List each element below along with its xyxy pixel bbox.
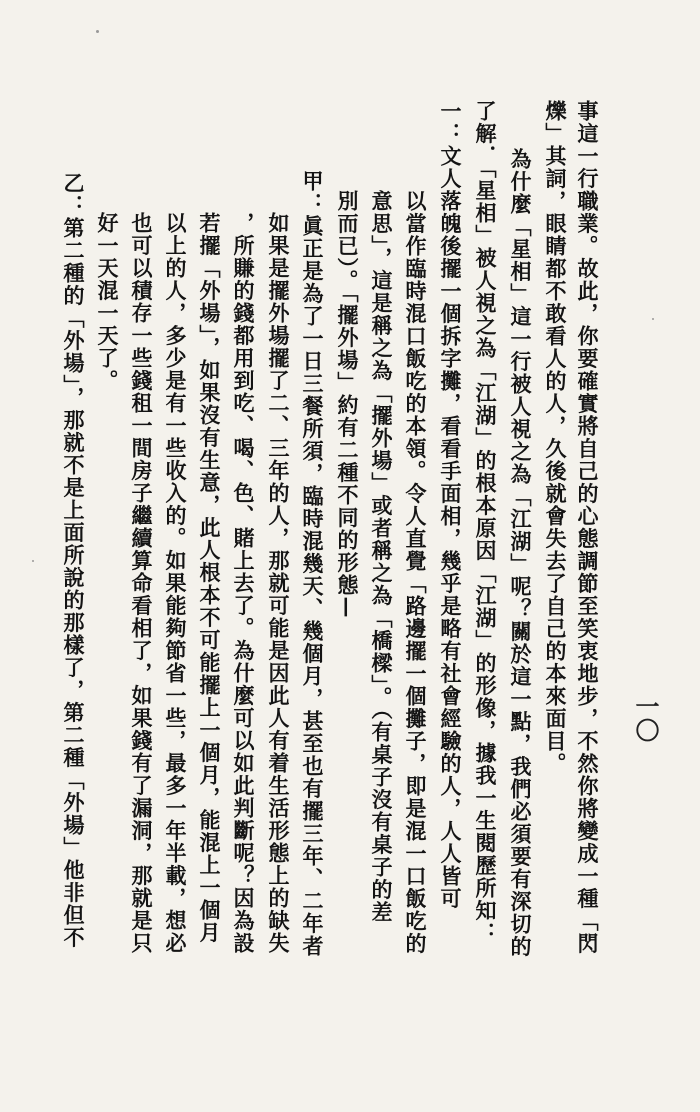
text-column: 別而已）。「擺外場」約有二種不同的形態—: [335, 190, 360, 619]
text-column: 也可以積存一些錢租一間房子繼續算命看相了，如果錢有了漏洞，那就是只: [129, 212, 154, 955]
text-column: 意思」，這是稱之為「擺外場」或者稱之為「橋樑」。（有桌子沒有桌子的差: [369, 190, 394, 924]
text-column: 好一天混一天了。: [95, 212, 120, 392]
scan-speck: [32, 560, 34, 562]
text-column: 乙：第二種的「外場」，那就不是上面所說的那樣了，第二種「外場」他非但不: [61, 172, 86, 949]
text-column: 一：文人落魄後擺一個拆字攤，看看手面相，幾乎是略有社會經驗的人，人人皆可: [438, 100, 463, 910]
text-column: 爍」其詞，眼睛都不敢看人的人，久後就會失去了自己的本來面目。: [543, 100, 568, 775]
text-column: 若擺「外場」，如果沒有生意，此人根本不可能擺上一個月，能混上一個月: [197, 212, 222, 944]
text-column: 事這一行職業。故此，你要確實將自己的心態調節至笑衷地步，不然你將變成一種「閃: [575, 100, 600, 955]
scan-speck: [96, 30, 99, 33]
page-number: 一〇: [631, 694, 660, 742]
text-column: 為什麼「星相」這一行被人視之為「江湖」呢？關於這一點，我們必須要有深切的: [508, 148, 533, 958]
scan-speck: [652, 318, 654, 320]
text-column: 甲：眞正是為了一日三餐所須，臨時混幾天、幾個月，甚至也有擺三年、二年者: [300, 170, 325, 958]
text-column: 了解．「星相」被人視之為「江湖」的根本原因「江湖」的形像，據我一生閱歷所知：: [473, 100, 498, 945]
text-column: 以上的人，多少是有一些收入的。如果能夠節省一些，最多一年半載，想必: [163, 212, 188, 955]
text-column: ，所賺的錢都用到吃、喝、色、賭上去了。為什麼可以如此判斷呢？因為設: [231, 212, 256, 955]
text-column: 如果是擺外場擺了二、三年的人，那就可能是因此人有着生活形態上的缺失: [266, 212, 291, 955]
text-column: 以當作臨時混口飯吃的本領。令人直覺「路邊擺一個攤子，即是混一口飯吃的: [403, 190, 428, 955]
